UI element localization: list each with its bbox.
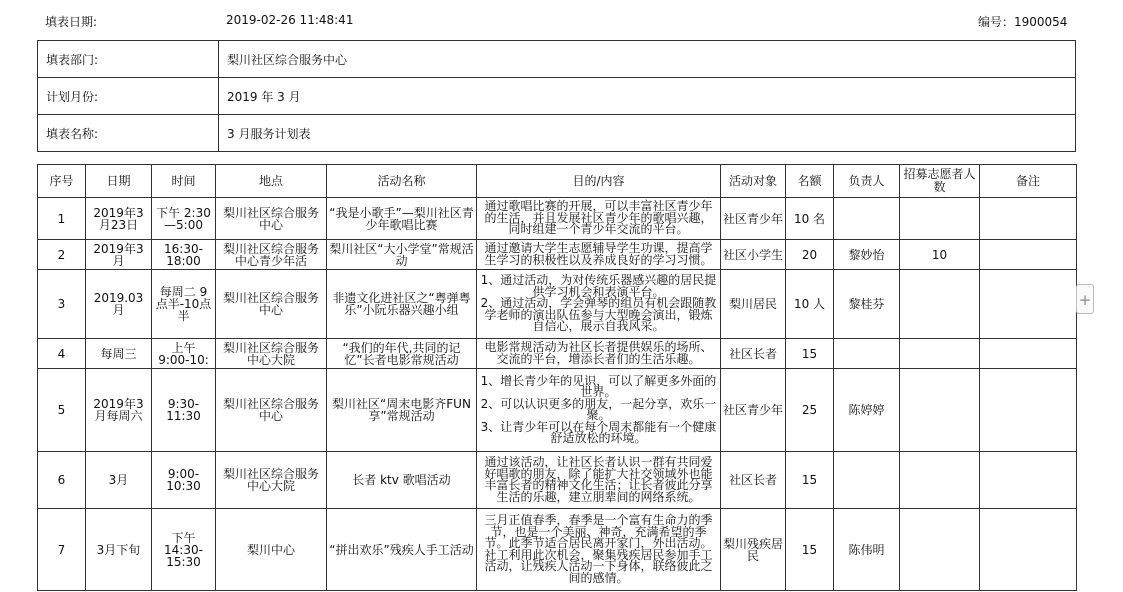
cell-remark	[980, 270, 1077, 339]
cell-activity: “拼出欢乐”残疾人手工活动	[327, 509, 477, 591]
content-paragraph: 1、通过活动，为对传统乐器感兴趣的居民提供学习机会和表演平台。	[480, 273, 717, 299]
content-paragraph: 2、可以认识更多的朋友，一起分享，欢乐一聚。	[480, 396, 717, 422]
content-paragraph: 2、通过活动，学会弹琴的组员有机会跟随教学老师的演出队伍参与大型晚会演出，锻炼自信心，展示自我风采。	[480, 296, 717, 334]
cell-quota: 25	[786, 369, 834, 452]
cell-remark	[980, 240, 1077, 270]
cell-quota: 15	[786, 339, 834, 369]
month-value: 2019 年 3 月	[219, 78, 1076, 115]
cell-volunteers	[900, 198, 980, 240]
dept-label: 填表部门:	[38, 41, 219, 78]
cell-leader: 黎桂芬	[834, 270, 900, 339]
cell-date: 2019年3月每周六	[86, 369, 152, 452]
info-row-dept	[38, 41, 1076, 78]
cell-target: 梨川居民	[721, 270, 786, 339]
table-row	[38, 452, 1077, 509]
cell-remark	[980, 339, 1077, 369]
cell-quota: 20	[786, 240, 834, 270]
cell-no: 1	[38, 198, 86, 240]
table-row	[38, 270, 1077, 339]
col-remark-header: 备注	[980, 165, 1077, 198]
cell-place: 梨川社区综合服务中心大院	[216, 452, 327, 509]
cell-content	[477, 198, 721, 240]
col-content-header: 目的/内容	[477, 165, 721, 198]
cell-target: 社区长者	[721, 452, 786, 509]
col-leader-header: 负责人	[834, 165, 900, 198]
cell-volunteers	[900, 270, 980, 339]
cell-target: 社区长者	[721, 339, 786, 369]
cell-place: 梨川社区综合服务中心青少年活	[216, 240, 327, 270]
col-date-header: 日期	[86, 165, 152, 198]
cell-date: 3月	[86, 452, 152, 509]
cell-place: 梨川社区综合服务中心	[216, 369, 327, 452]
content-paragraph: 1、增长青少年的见识，可以了解更多外面的世界。	[480, 373, 717, 399]
info-row-month	[38, 78, 1076, 115]
cell-activity: “我是小歌手”—梨川社区青少年歌唱比赛	[327, 198, 477, 240]
cell-time: 下午 2:30—5:00	[152, 198, 216, 240]
col-time-header: 时间	[152, 165, 216, 198]
serial-number: 编号：1900054	[978, 15, 1068, 29]
cell-place: 梨川中心	[216, 509, 327, 591]
cell-remark	[980, 198, 1077, 240]
content-paragraph: 电影常规活动为社区长者提供娱乐的场所、交流的平台，增添长者们的生活乐趣。	[484, 340, 713, 366]
fill-date-value: 2019-02-26 11:48:41	[226, 13, 354, 27]
cell-leader	[834, 452, 900, 509]
cell-date: 2019年3月	[86, 240, 152, 270]
cell-content	[477, 270, 721, 339]
plan-table-header	[38, 165, 1077, 198]
cell-leader: 陈伟明	[834, 509, 900, 591]
cell-target: 社区小学生	[721, 240, 786, 270]
cell-time: 下午 14:30-15:30	[152, 509, 216, 591]
content-paragraph: 通过歌唱比赛的开展，可以丰富社区青少年的生活，并且发展社区青少年的歌唱兴趣，同时组建一个青少年交流的平台。	[484, 199, 713, 237]
content-paragraph: 通过邀请大学生志愿辅导学生功课，提高学生学习的积极性以及养成良好的学习习惯。	[484, 241, 713, 267]
col-quota-header: 名额	[786, 165, 834, 198]
header-row	[0, 13, 1123, 31]
cell-place: 梨川社区综合服务中心	[216, 270, 327, 339]
info-row-name	[38, 115, 1076, 152]
cell-leader: 黎妙怡	[834, 240, 900, 270]
cell-content	[477, 240, 721, 270]
cell-no: 6	[38, 452, 86, 509]
add-icon[interactable]: +	[1076, 284, 1094, 314]
content-paragraph: 3、让青少年可以在每个周末都能有一个健康舒适放松的环境。	[480, 419, 717, 445]
cell-quota: 10 名	[786, 198, 834, 240]
cell-time: 9:30-11:30	[152, 369, 216, 452]
table-row	[38, 369, 1077, 452]
cell-no: 3	[38, 270, 86, 339]
cell-volunteers	[900, 339, 980, 369]
col-no-header: 序号	[38, 165, 86, 198]
content-paragraph: 通过该活动，让社区长者认识一群有共同爱好唱歌的朋友，除了能扩大社交领域外也能丰富长者的精神文化生活；让长者彼此分享生活的乐趣，建立朋辈间的网络系统。	[484, 455, 713, 504]
cell-no: 2	[38, 240, 86, 270]
form-name-value: 3 月服务计划表	[219, 115, 1076, 152]
cell-target: 社区青少年	[721, 198, 786, 240]
cell-quota: 15	[786, 452, 834, 509]
cell-no: 4	[38, 339, 86, 369]
cell-volunteers	[900, 369, 980, 452]
cell-date: 每周三	[86, 339, 152, 369]
cell-remark	[980, 369, 1077, 452]
col-volunteers-header: 招募志愿者人数	[900, 165, 980, 198]
cell-remark	[980, 509, 1077, 591]
form-name-label: 填表名称:	[38, 115, 219, 152]
cell-date: 2019年3月23日	[86, 198, 152, 240]
cell-remark	[980, 452, 1077, 509]
cell-volunteers	[900, 452, 980, 509]
col-activity-header: 活动名称	[327, 165, 477, 198]
cell-volunteers: 10	[900, 240, 980, 270]
cell-content	[477, 339, 721, 369]
cell-time: 16:30-18:00	[152, 240, 216, 270]
cell-time: 上午 9:00-10:	[152, 339, 216, 369]
form-info-table	[37, 40, 1076, 152]
cell-date: 2019.03月	[86, 270, 152, 339]
dept-value: 梨川社区综合服务中心	[219, 41, 1076, 78]
table-row	[38, 240, 1077, 270]
cell-leader	[834, 198, 900, 240]
cell-no: 7	[38, 509, 86, 591]
content-paragraph: 三月正值春季，春季是一个富有生命力的季节，也是一个美丽、神奇，充满希望的季节。此季节适合居民离开家门，外出活动。社工利用此次机会，聚集残疾居民参加手工活动，让残疾人活动一下身体，联络彼此之间的感情。	[484, 513, 713, 585]
cell-activity: 长者 ktv 歌唱活动	[327, 452, 477, 509]
cell-target: 社区青少年	[721, 369, 786, 452]
cell-activity: “我们的年代,共同的记忆”长者电影常规活动	[327, 339, 477, 369]
cell-volunteers	[900, 509, 980, 591]
table-row	[38, 198, 1077, 240]
cell-place: 梨川社区综合服务中心大院	[216, 339, 327, 369]
plan-table	[37, 164, 1077, 591]
cell-leader: 陈婷婷	[834, 369, 900, 452]
cell-time: 每周二 9点半-10点半	[152, 270, 216, 339]
fill-date-label: 填表日期:	[45, 15, 98, 29]
table-row	[38, 509, 1077, 591]
cell-time: 9:00-10:30	[152, 452, 216, 509]
month-label: 计划月份:	[38, 78, 219, 115]
cell-activity: 梨川社区“大小学堂”常规活动	[327, 240, 477, 270]
table-row	[38, 339, 1077, 369]
cell-place: 梨川社区综合服务中心	[216, 198, 327, 240]
cell-date: 3月下旬	[86, 509, 152, 591]
cell-no: 5	[38, 369, 86, 452]
cell-content	[477, 369, 721, 452]
cell-content	[477, 452, 721, 509]
cell-activity: 梨川社区“周末电影齐FUN 享”常规活动	[327, 369, 477, 452]
cell-activity: 非遗文化进社区之“粤弹粤乐”小阮乐器兴趣小组	[327, 270, 477, 339]
cell-content	[477, 509, 721, 591]
cell-quota: 15	[786, 509, 834, 591]
cell-target: 梨川残疾居民	[721, 509, 786, 591]
col-target-header: 活动对象	[721, 165, 786, 198]
cell-quota: 10 人	[786, 270, 834, 339]
cell-leader	[834, 339, 900, 369]
col-place-header: 地点	[216, 165, 327, 198]
